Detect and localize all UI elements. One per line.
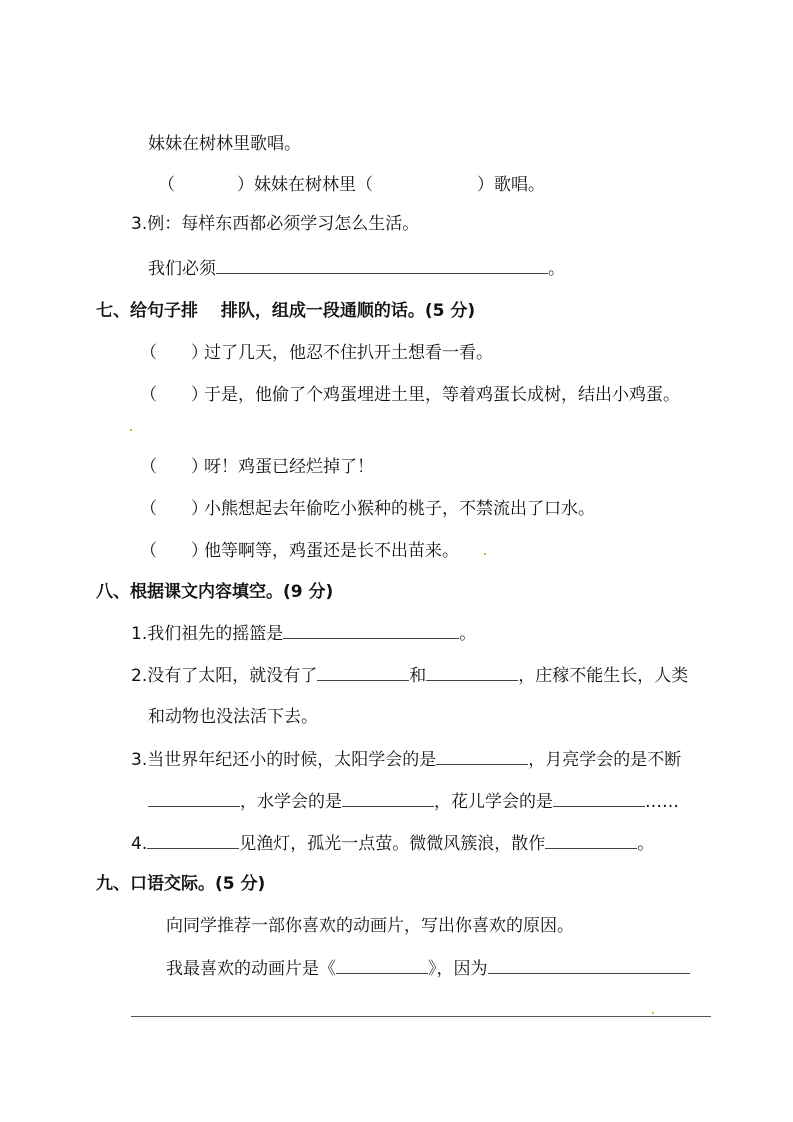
reason-blank[interactable] bbox=[488, 957, 690, 974]
q1-suffix: 。 bbox=[459, 624, 477, 644]
item-text: 过了几天，他忍不住扒开土想看一看。 bbox=[204, 343, 493, 363]
speck-mark bbox=[484, 553, 486, 555]
item3-answer-blank[interactable] bbox=[216, 257, 548, 274]
cartoon-title-blank[interactable] bbox=[336, 957, 428, 974]
q3-line2-a: ，水学会的是 bbox=[240, 792, 342, 812]
q2-suffix: ，庄稼不能生长，人类 bbox=[518, 666, 689, 686]
order-slot[interactable]: （ ） bbox=[140, 499, 208, 519]
section7-item-3 bbox=[140, 456, 374, 478]
q3-prefix: 3.当世界年纪还小的时候，太阳学会的是 bbox=[131, 750, 437, 770]
q3-line2-b: ，花儿学会的是 bbox=[434, 792, 553, 812]
order-slot[interactable]: （ ） bbox=[140, 343, 208, 363]
q3-mid: ，月亮学会的是不断 bbox=[528, 750, 682, 770]
q3-blank-3[interactable] bbox=[342, 790, 434, 807]
q3-line2-c: …… bbox=[645, 792, 679, 812]
item-text: 于是，他偷了个鸡蛋埋进土里，等着鸡蛋长成树，结出小鸡蛋。 bbox=[204, 385, 680, 405]
q4-blank-1[interactable] bbox=[147, 832, 239, 849]
item3-example: 3.例：每样东西都必须学习怎么生活。 bbox=[131, 214, 420, 234]
q2-blank-1[interactable] bbox=[317, 664, 409, 681]
section9-prompt: 向同学推荐一部你喜欢的动画片，写出你喜欢的原因。 bbox=[166, 916, 574, 936]
q4-prefix: 4. bbox=[131, 834, 148, 854]
section8-q2 bbox=[131, 664, 688, 687]
q3-blank-4[interactable] bbox=[553, 790, 645, 807]
q1-blank[interactable] bbox=[283, 622, 459, 639]
section7-heading: 七、给句子排 排队，组成一段通顺的话。(5 分) bbox=[96, 301, 476, 321]
section8-q4 bbox=[131, 832, 654, 855]
item-text: 他等啊等，鸡蛋还是长不出苗来。 bbox=[204, 541, 459, 561]
item3-answer-suffix: 。 bbox=[548, 259, 565, 279]
sentence2-original: 妹妹在树林里歌唱。 bbox=[148, 134, 301, 154]
paren-open-a: （ bbox=[158, 175, 175, 195]
section8-q3-line2 bbox=[148, 790, 679, 813]
section8-heading: 八、根据课文内容填空。(9 分) bbox=[96, 582, 334, 602]
q4-mid: 见渔灯，孤光一点萤。微微风簇浪，散作 bbox=[239, 834, 546, 854]
speck-mark bbox=[130, 429, 132, 431]
section8-q2-line2: 和动物也没法活下去。 bbox=[148, 707, 318, 727]
section9-answer bbox=[166, 957, 690, 980]
order-slot[interactable]: （ ） bbox=[140, 385, 208, 405]
speck-mark bbox=[652, 1012, 654, 1014]
q2-blank-2[interactable] bbox=[426, 664, 518, 681]
section8-q3 bbox=[131, 748, 681, 771]
item3-answer bbox=[148, 257, 565, 280]
section8-q1 bbox=[131, 622, 476, 645]
q3-blank-1[interactable] bbox=[436, 748, 528, 765]
answer-prefix: 我最喜欢的动画片是《 bbox=[166, 959, 336, 979]
order-slot[interactable]: （ ） bbox=[140, 457, 208, 477]
item3-answer-prefix: 我们必须 bbox=[148, 259, 216, 279]
order-slot[interactable]: （ ） bbox=[140, 541, 208, 561]
sentence2-rewrite bbox=[158, 174, 545, 196]
section7-item-2 bbox=[140, 384, 680, 406]
q4-blank-2[interactable] bbox=[545, 832, 637, 849]
item-text: 呀！鸡蛋已经烂掉了！ bbox=[204, 457, 374, 477]
item-text: 小熊想起去年偷吃小猴种的桃子，不禁流出了口水。 bbox=[204, 499, 595, 519]
q2-mid: 和 bbox=[409, 666, 427, 686]
sentence2-mid: ）妹妹在树林里（ bbox=[237, 175, 373, 195]
section7-item-4 bbox=[140, 498, 595, 520]
section7-item-1 bbox=[140, 342, 493, 364]
reason-writing-line[interactable] bbox=[131, 1016, 711, 1017]
q2-prefix: 2.没有了太阳，就没有了 bbox=[131, 666, 318, 686]
answer-mid: 》，因为 bbox=[428, 959, 488, 979]
q3-blank-2[interactable] bbox=[148, 790, 240, 807]
q1-prefix: 1.我们祖先的摇篮是 bbox=[131, 624, 284, 644]
sentence2-end: ）歌唱。 bbox=[477, 175, 545, 195]
section9-heading: 九、口语交际。(5 分) bbox=[96, 874, 266, 894]
section7-item-5 bbox=[140, 540, 459, 562]
q4-suffix: 。 bbox=[637, 834, 655, 854]
